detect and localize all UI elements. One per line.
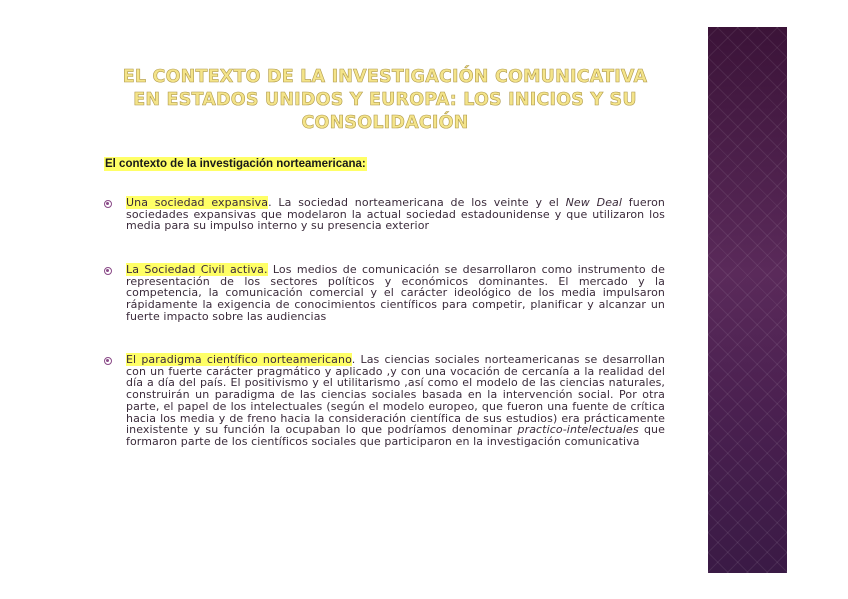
bullet-item (103, 264, 665, 323)
bullet-body: Los medios de comunicación se desarrollaron como instrumento de representación de los sectores políticos y económicos dominantes. El mercado y la competencia, la comunicación comercial y el carácter ideológico de los media impulsaron rápidamente la exigencia de conocimientos científicos para competir, planificar y alcanzar un fuerte impacto sobre las audiencias (126, 263, 665, 323)
bullet-circle-icon (103, 355, 113, 365)
bullet-italic: New Deal (565, 196, 623, 209)
slide-title: EL CONTEXTO DE LA INVESTIGACIÓN COMUNICATIVA EN ESTADOS UNIDOS Y EUROPA: LOS INICIOS Y SU CONSOLIDACIÓN (122, 67, 648, 133)
bullet-heading: La Sociedad Civil activa. (126, 263, 268, 276)
decorative-side-strip (708, 27, 787, 573)
bullet-heading: Una sociedad expansiva (126, 196, 269, 209)
bullet-circle-icon (103, 198, 113, 208)
bullet-body: . Las ciencias sociales norteamericanas se desarrollan con un fuerte carácter pragmático y aplicado ,y con una vocación de cercanía a la realidad del día a día del país. El positivismo y el utilitarismo ,así como el modelo de las ciencias naturales, construirán un paradigma de las ciencias sociales basada en la intervención social. Por otra parte, el papel de los intelectuales (según el modelo europeo, que fueron una fuente de crítica hacia los media y de freno hacia la consideración científica de sus estudios) era prácticamente inexistente y su función la ocupaban lo que podríamos denominar (126, 353, 665, 437)
bullet-text (126, 264, 665, 323)
bullet-circle-icon (103, 265, 113, 275)
bullet-body: fueron sociedades expansivas que modelaron la actual sociedad estadounidense y que utilizaron los media para su impulso interno y su presencia exterior (126, 196, 665, 233)
slide-subtitle: El contexto de la investigación norteamericana: (105, 158, 366, 170)
bullet-body: que formaron parte de los científicos sociales que participaron en la investigación comunicativa (126, 423, 665, 448)
bullet-text (126, 197, 665, 232)
bullet-italic: practico-intelectuales (517, 423, 639, 437)
bullet-heading: El paradigma científico norteamericano (126, 353, 352, 366)
bullet-body: . La sociedad norteamericana de los veinte y el (268, 196, 566, 209)
bullet-item (103, 354, 665, 448)
bullet-item (103, 197, 665, 232)
bullet-text (126, 354, 665, 448)
